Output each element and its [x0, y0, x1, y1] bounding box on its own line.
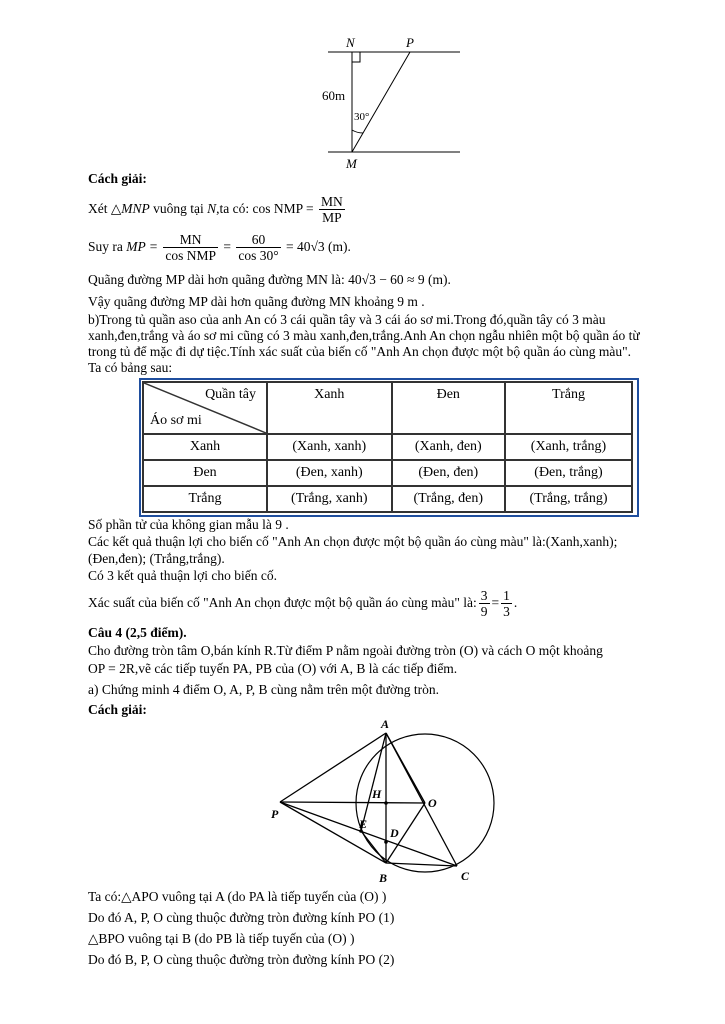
label-e: E — [359, 817, 368, 831]
table-cell: (Trắng, đen) — [392, 486, 505, 512]
row-label: Trắng — [143, 486, 267, 512]
fraction-3-9: $\frac{3}{9}$ — [480, 588, 488, 620]
part-b-line-1: b)Trong tủ quần aso của anh An có 3 cái quần tây và 3 cái áo sơ mi.Trong đó,quần tây có 3 màu — [88, 312, 606, 327]
part-b-line-3: trong tủ để mặc đi dự tiệc.Tính xác suất của biến cố "Anh An chọn được một bộ quần áo cùng màu". — [88, 344, 632, 359]
solution-line-1: Xét △MNP vuông tại N,ta có: cos NMP = $\frac{MN}{MP}$ — [88, 194, 343, 226]
solution-line-4: Vậy quãng đường MP dài hơn quãng đường MN khoảng 9 m . — [88, 294, 425, 309]
solution-heading: Cách giải: — [88, 171, 147, 186]
header-quan-tay: Quần tây — [205, 387, 256, 402]
header-ao-so-mi: Áo sơ mi — [150, 413, 202, 428]
table-header-row — [143, 382, 632, 434]
label-d: D — [390, 826, 399, 840]
table-cell: (Đen, xanh) — [267, 460, 392, 486]
table-cell: (Đen, đen) — [392, 460, 505, 486]
part-b-line-2: xanh,đen,trắng và áo sơ mi cũng có 3 màu xanh,đen,trắng.Anh An chọn ngẫu nhiên một bộ quần áo từ — [88, 328, 640, 343]
column-header-den: Đen — [392, 382, 505, 434]
table-row — [143, 486, 632, 512]
point-d — [384, 840, 388, 844]
part-b-line-4: Ta có bảng sau: — [88, 360, 173, 375]
final-line-2: Do đó A, P, O cùng thuộc đường tròn đường kính PO (1) — [88, 910, 395, 925]
label-o: O — [428, 796, 437, 810]
fraction-mn-cos: $\frac{MN}{\text{cos NMP}}$ — [165, 232, 216, 264]
label-p: P — [406, 35, 414, 50]
label-p2: P — [271, 807, 279, 821]
outcome-table — [142, 381, 633, 513]
solution-line-2: Suy ra MP = $\frac{MN}{\text{cos NMP}}$ = $\frac{60}{\cos 30^\circ}$ = 40√3 (m). — [88, 232, 351, 264]
favorable-line-2: (Đen,đen); (Trắng,trắng). — [88, 551, 225, 566]
label-b: B — [379, 871, 388, 885]
solution-line-3: Quãng đường MP dài hơn quãng đường MN là: 40√3 − 60 ≈ 9 (m). — [88, 272, 451, 287]
question-4-line-1: Cho đường tròn tâm O,bán kính R.Từ điểm P nằm ngoài đường tròn (O) và cách O một khoảng — [88, 643, 603, 658]
segment-mp — [352, 52, 410, 152]
question-4-part-a: a) Chứng minh 4 điểm O, A, P, B cùng nằm trên một đường tròn. — [88, 682, 439, 697]
line-po — [280, 802, 425, 803]
table-cell: (Xanh, trắng) — [505, 434, 632, 460]
final-line-3: △BPO vuông tại B (do PB là tiếp tuyến của (O) ) — [88, 931, 355, 946]
right-angle-mark — [352, 52, 360, 62]
table-row — [143, 434, 632, 460]
final-line-1: Ta có:△APO vuông tại A (do PA là tiếp tuyến của (O) ) — [88, 889, 387, 904]
table-cell: (Trắng, trắng) — [505, 486, 632, 512]
label-angle-30: 30° — [354, 111, 370, 123]
label-a: A — [381, 718, 390, 731]
question-4-heading: Cách giải: — [88, 702, 147, 717]
figure-triangle-mnp — [300, 30, 470, 175]
table-cell: (Đen, trắng) — [505, 460, 632, 486]
sample-space-line: Số phần tử của không gian mẫu là 9 . — [88, 517, 289, 532]
question-4-title: Câu 4 (2,5 điểm). — [88, 625, 187, 640]
fraction-1-3: $\frac{1}{3}$ — [503, 588, 510, 620]
fraction-mn-mp: $\frac{MN}{MP}$ — [321, 194, 343, 226]
angle-arc — [352, 130, 363, 133]
probability-line: Xác suất của biến cố "Anh An chọn được một bộ quần áo cùng màu" là: $\frac{3}{9}$ = $\frac{1}{3}$ . — [88, 588, 518, 620]
favorable-line-1: Các kết quả thuận lợi cho biến cố "Anh An chọn được một bộ quần áo cùng màu" là:(Xanh,xanh); — [88, 534, 618, 549]
column-header-trang: Trắng — [505, 382, 632, 434]
row-label: Đen — [143, 460, 267, 486]
table-row — [143, 460, 632, 486]
favorable-count-line: Có 3 kết quả thuận lợi cho biến cố. — [88, 568, 277, 583]
label-n: N — [346, 35, 355, 50]
label-60m: 60m — [322, 88, 346, 103]
table-cell: (Xanh, xanh) — [267, 434, 392, 460]
tangent-pa — [280, 733, 386, 802]
table-cell: (Xanh, đen) — [392, 434, 505, 460]
label-m: M — [346, 156, 357, 171]
figure-circle-tangents — [265, 718, 495, 886]
line-pc — [280, 802, 457, 866]
label-h: H — [372, 787, 382, 801]
column-header-xanh: Xanh — [267, 382, 392, 434]
fraction-60-cos30: $\frac{60}{\cos 30^\circ}$ — [238, 232, 279, 264]
table-cell: (Trắng, xanh) — [267, 486, 392, 512]
table-corner-cell — [143, 382, 267, 434]
row-label: Xanh — [143, 434, 267, 460]
final-line-4: Do đó B, P, O cùng thuộc đường tròn đường kính PO (2) — [88, 952, 395, 967]
point-h — [384, 801, 388, 805]
tangent-pb — [280, 802, 386, 863]
label-c: C — [461, 869, 470, 883]
question-4-line-2: OP = 2R,vẽ các tiếp tuyến PA, PB của (O) với A, B là các tiếp điểm. — [88, 661, 458, 676]
